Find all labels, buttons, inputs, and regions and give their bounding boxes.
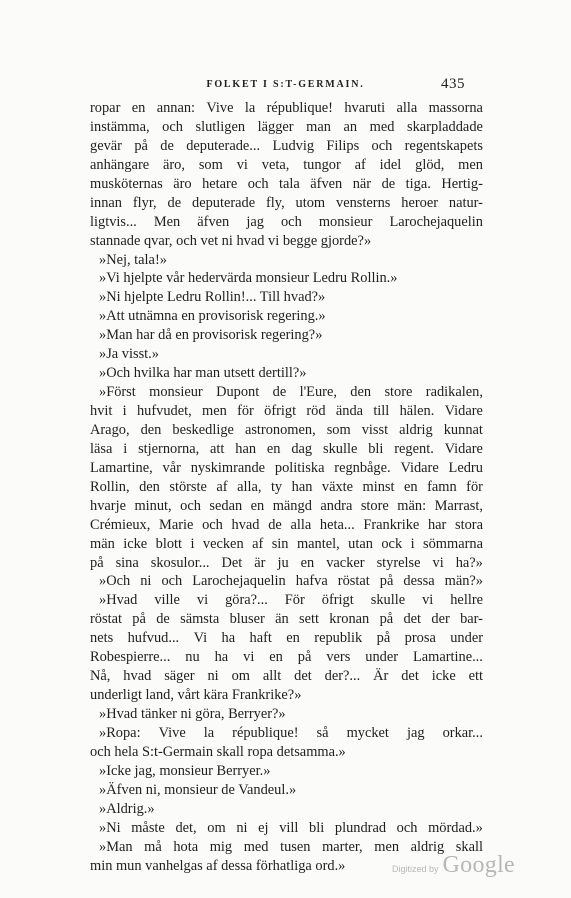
text-line: »Först monsieur Dupont de l'Eure, den store radikalen,	[99, 384, 483, 401]
text-line: underligt land, vårt kära Frankrike?»	[90, 687, 302, 704]
text-line: »Man har då en provisorisk regering?»	[99, 327, 323, 344]
digitized-label: Digitized by	[392, 864, 439, 874]
text-line: läsa i stjernorna, att han en dag skulle bli regent. Vidare	[90, 440, 483, 457]
text-line: »Nej, tala!»	[99, 251, 167, 268]
text-line: Rollin, den störste af alla, ty han växte minst en famn för	[90, 478, 483, 495]
text-line: ligtvis... Men äfven jag och monsieur Larochejaquelin	[90, 213, 483, 230]
text-line: »Och hvilka har man utsett dertill?»	[99, 365, 307, 382]
text-line: Crémieux, Marie och hvad de alla heta... Frankrike har stora	[90, 516, 483, 533]
text-line: ropar en annan: Vive la république! hvaruti alla massorna	[90, 100, 483, 116]
text-line: »Hvad ville vi göra?... För öfrigt skulle vi hellre	[99, 592, 483, 609]
text-line: på sina skosulor... Det är ju en vacker styrelse vi ha?»	[90, 554, 483, 571]
text-line: Robespierre... nu ha vi en på vers under Lamartine...	[90, 649, 483, 666]
text-line: instämma, och slutligen lägger man an med skarpladdade	[90, 118, 483, 135]
text-line: gevär på de deputerade... Ludvig Filips och regentskapets	[90, 137, 483, 154]
running-head: FOLKET I S:T-GERMAIN.	[206, 79, 365, 90]
text-line: »Hvad tänker ni göra, Berryer?»	[99, 706, 286, 722]
text-line: »Ja visst.»	[99, 346, 159, 363]
text-line: »Att utnämna en provisorisk regering.»	[99, 308, 326, 325]
text-line: Arago, den beskedlige astronomen, som visst aldrig kunnat	[90, 421, 483, 438]
text-line: innan flyr, de deputerade fly, utom vensterns heroer natur-	[90, 194, 483, 211]
text-line: Lamartine, vår nyskimrande politiska regnbåge. Vidare Ledru	[90, 459, 483, 476]
text-line: »Ni måste det, om ni ej vill bli plundrad och mördad.»	[99, 819, 483, 836]
text-line: »Vi hjelpte vår hedervärda monsieur Ledru Rollin.»	[99, 270, 398, 287]
text-line: och hela S:t-Germain skall ropa detsamma.»	[90, 743, 346, 760]
text-line: hvarje minut, och sedan en mängd andra store män: Marrast,	[90, 497, 483, 514]
digitized-watermark	[392, 852, 515, 879]
text-line: hvit i hufvudet, men för öfrigt röd ända till hälen. Vidare	[90, 403, 483, 419]
text-line: »Ni hjelpte Ledru Rollin!... Till hvad?»	[99, 289, 326, 306]
text-line: min mun vanhelgas af dessa förhatliga ord.»	[90, 857, 346, 874]
page-header	[0, 76, 571, 96]
text-line: musköternas äro hetare och tala äfven när de tiga. Hertig-	[90, 175, 483, 192]
text-line: nets hufvud... Vi ha haft en republik på prosa under	[90, 630, 483, 647]
text-line: män icke blott i vecken af sin mantel, utan ock i sömmarna	[90, 535, 483, 552]
google-logo: Google	[442, 852, 515, 878]
text-line: anhängare äro, som vi veta, tungor af idel glöd, men	[90, 156, 483, 173]
text-line: röstat på de sämsta bluser än sett kronan på det der bar-	[90, 611, 483, 628]
text-line: »Aldrig.»	[99, 800, 155, 817]
text-line: »Ropa: Vive la république! så mycket jag orkar...	[99, 724, 483, 741]
text-line: stannade qvar, och vet ni hvad vi begge gjorde?»	[90, 232, 372, 249]
text-line: »Icke jag, monsieur Berryer.»	[99, 762, 271, 779]
text-line: »Man må hota mig med tusen marter, men aldrig skall	[99, 838, 483, 855]
body-text	[90, 99, 483, 875]
text-line: Nå, hvad säger ni om allt det der?... Är det icke ett	[90, 668, 483, 685]
text-line: »Äfven ni, monsieur de Vandeul.»	[99, 781, 297, 798]
page-number: 435	[441, 76, 465, 92]
text-line: »Och ni och Larochejaquelin hafva röstat på dessa män?»	[99, 573, 483, 590]
